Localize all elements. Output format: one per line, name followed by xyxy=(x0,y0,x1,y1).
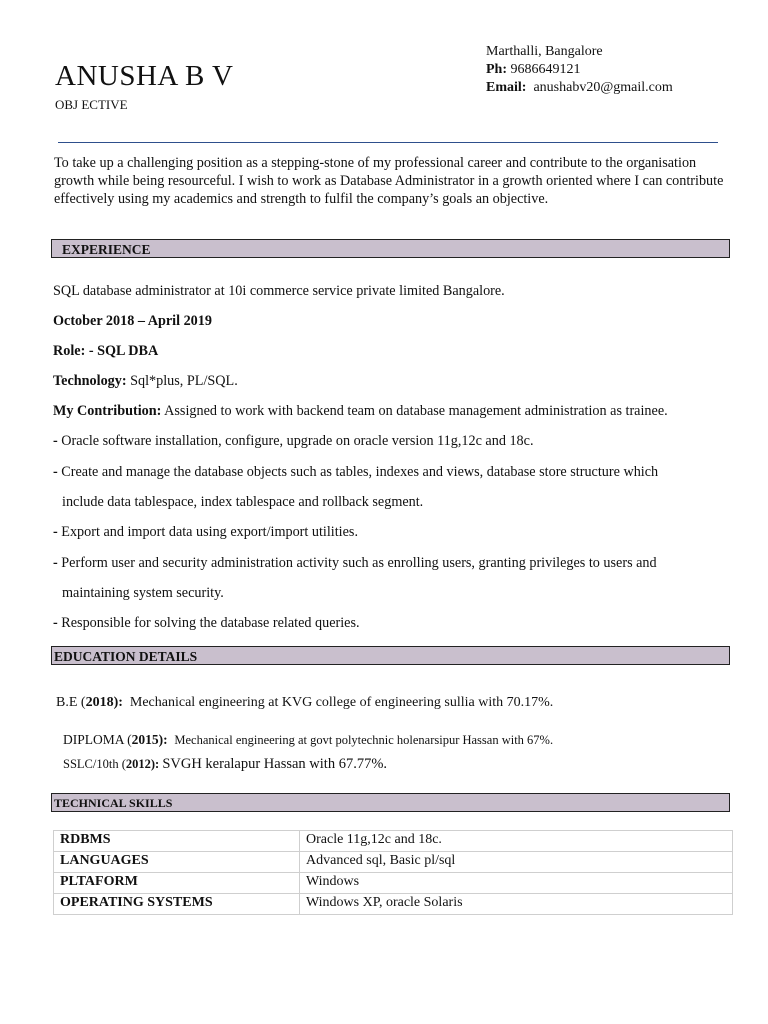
diploma-year: 2015 xyxy=(131,732,159,747)
skill-value: Windows xyxy=(300,873,733,894)
bullet-dash: - xyxy=(53,615,58,631)
objective-label: OBJ ECTIVE xyxy=(55,97,128,112)
bullet-text: Create and manage the database objects such as tables, indexes and views, database store structure which xyxy=(61,464,659,480)
experience-technology xyxy=(53,373,238,390)
bullet-text: Perform user and security administration activity such as enrolling users, granting privileges to users and xyxy=(61,555,657,571)
list-item xyxy=(53,464,658,481)
skill-key: RDBMS xyxy=(54,831,300,852)
phone-label: Ph: xyxy=(486,62,507,77)
education-diploma xyxy=(63,732,553,748)
address: Marthalli, Bangalore xyxy=(486,44,603,59)
sslc-label: SSLC/10th ( xyxy=(63,757,126,771)
table-row xyxy=(54,894,733,915)
contribution-label: My Contribution: xyxy=(53,403,162,419)
sslc-text: SVGH keralapur Hassan with 67.77%. xyxy=(162,756,388,772)
education-heading: EDUCATION DETAILS xyxy=(51,646,730,665)
phone-number: 9686649121 xyxy=(510,62,581,77)
technology-label: Technology: xyxy=(53,373,127,389)
email-line xyxy=(486,79,673,97)
diploma-text: Mechanical engineering at govt polytechnic holenarsipur Hassan with 67%. xyxy=(174,733,554,747)
skills-heading: TECHNICAL SKILLS xyxy=(51,793,730,812)
bullet-dash: - xyxy=(53,524,58,540)
sslc-close: ): xyxy=(150,757,160,771)
experience-contribution xyxy=(53,403,668,420)
header-divider xyxy=(58,142,718,143)
skill-value: Oracle 11g,12c and 18c. xyxy=(300,831,733,852)
list-item xyxy=(53,555,657,572)
be-year: 2018 xyxy=(85,695,114,710)
list-item xyxy=(53,524,358,541)
list-item-continuation: include data tablespace, index tablespace and rollback segment. xyxy=(62,494,424,510)
phone-line xyxy=(486,61,673,79)
email-address: anushabv20@gmail.com xyxy=(533,80,673,95)
experience-heading: EXPERIENCE xyxy=(51,239,730,258)
contribution-value: Assigned to work with backend team on database management administration as trainee. xyxy=(164,403,668,419)
diploma-close: ): xyxy=(158,732,168,747)
diploma-label: DIPLOMA ( xyxy=(63,732,132,747)
email-label: Email: xyxy=(486,80,527,95)
table-row xyxy=(54,831,733,852)
list-item-continuation: maintaining system security. xyxy=(62,585,224,601)
sslc-year: 2012 xyxy=(125,757,151,771)
be-text: Mechanical engineering at KVG college of engineering sullia with 70.17%. xyxy=(129,695,554,710)
skills-table xyxy=(53,830,733,915)
skill-key: PLTAFORM xyxy=(54,873,300,894)
bullet-dash: - xyxy=(53,433,58,449)
skill-key: OPERATING SYSTEMS xyxy=(54,894,300,915)
experience-role: Role: - SQL DBA xyxy=(53,343,159,359)
education-be xyxy=(56,695,553,711)
bullet-dash: - xyxy=(53,555,58,571)
bullet-text: Export and import data using export/import utilities. xyxy=(61,524,358,540)
skill-value: Windows XP, oracle Solaris xyxy=(300,894,733,915)
bullet-dash: - xyxy=(53,464,58,480)
experience-company: SQL database administrator at 10i commerce service private limited Bangalore. xyxy=(53,283,505,299)
be-close: ): xyxy=(113,695,123,710)
skill-key: LANGUAGES xyxy=(54,852,300,873)
candidate-name: ANUSHA B V xyxy=(55,60,234,92)
list-item xyxy=(53,433,534,450)
list-item xyxy=(53,615,360,632)
skill-value: Advanced sql, Basic pl/sql xyxy=(300,852,733,873)
bullet-text: Responsible for solving the database related queries. xyxy=(61,615,360,631)
be-label: B.E ( xyxy=(56,695,86,710)
education-sslc xyxy=(63,756,387,773)
objective-text: To take up a challenging position as a stepping-stone of my professional career and contribute to the organisation growth while being resourceful. I wish to work as Database Administrator in a growth oriented where I can contribute effectively using my academics and strength to fulfil the company’s goals an objective. xyxy=(54,155,724,207)
bullet-text: Oracle software installation, configure, upgrade on oracle version 11g,12c and 18c. xyxy=(61,433,534,449)
table-row xyxy=(54,873,733,894)
contact-block xyxy=(486,43,673,97)
experience-period: October 2018 – April 2019 xyxy=(53,313,212,329)
technology-value: Sql*plus, PL/SQL. xyxy=(130,373,238,389)
table-row xyxy=(54,852,733,873)
